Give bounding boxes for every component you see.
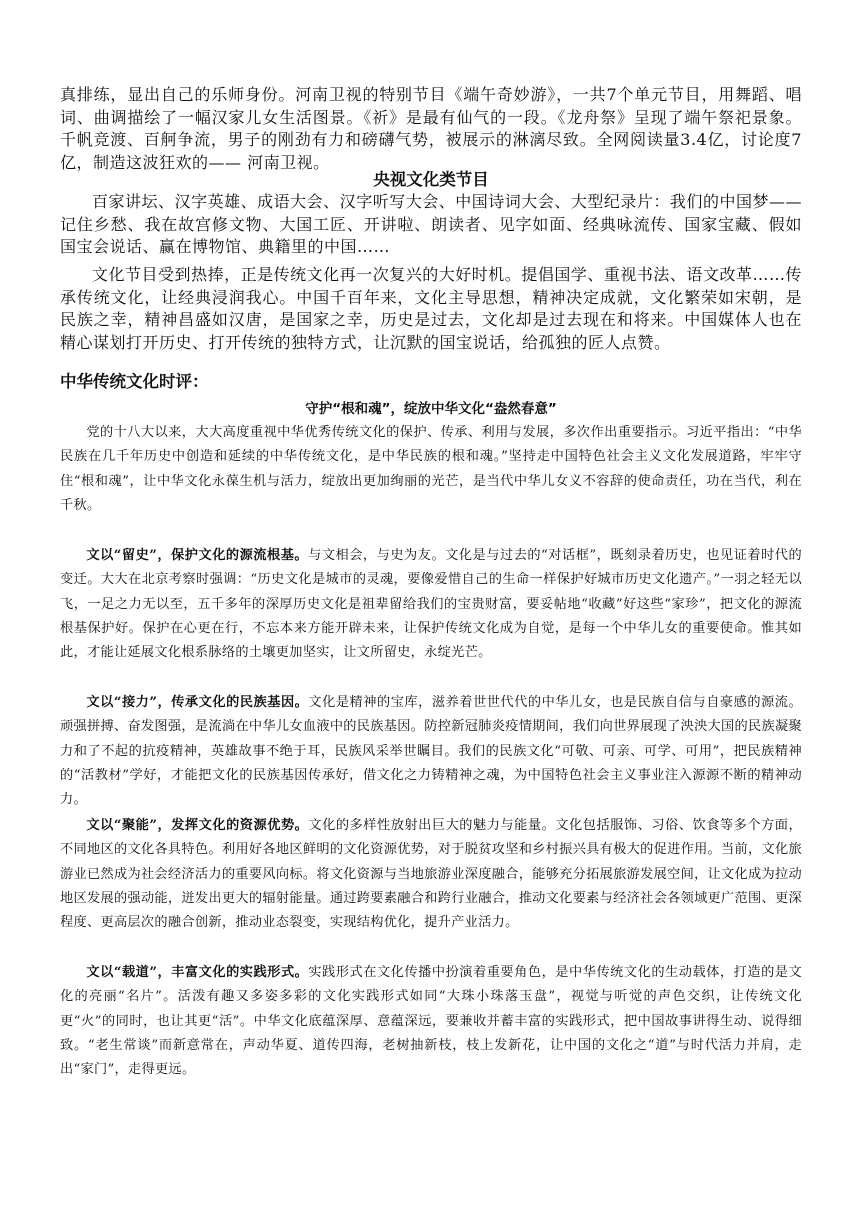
intro-paragraph: 真排练，显出自己的乐师身份。河南卫视的特别节目《端午奇妙游》，一共7个单元节目，用舞蹈、唱词、曲调描绘了一幅汉家儿女生活图景。《祈》是最有仙气的一段。《龙舟祭》呈现了端午祭祀景象。千帆竞渡、百舸争流，男子的刚劲有力和磅礴气势，被展示的淋漓尽致。全网阅读量3.4亿，讨论度7亿，制造这波狂欢的—— 河南卫视。 (60, 85, 802, 172)
point-lead: 文以“聚能”，发挥文化的资源优势。 (86, 818, 309, 833)
cctv-programs-paragraph: 百家讲坛、汉字英雄、成语大会、汉字听写大会、中国诗词大会、大型纪录片：我们的中国梦——记住乡愁、我在故宫修文物、大国工匠、开讲啦、朗读者、见字如面、经典咏流传、国家宝藏、假如国宝会说话、赢在博物馆、典籍里的中国…… (60, 192, 802, 257)
article-title: 守护“根和魂”，绽放中华文化“盎然春意” (305, 401, 557, 417)
point-lead: 文以“载道”，丰富文化的实践形式。 (86, 965, 309, 980)
article-point-paragraph (60, 961, 802, 1082)
cctv-commentary-paragraph: 文化节目受到热捧，正是传统文化再一次复兴的大好时机。提倡国学、重视书法、语文改革……传承传统文化，让经典浸润我心。中国千百年来，文化主导思想，精神决定成就，文化繁荣如宋朝，是民族之幸，精神昌盛如汉唐，是国家之幸，历史是过去，文化却是过去现在和将来。中国媒体人也在精心谋划打开历史、打开传统的独特方式，让沉默的国宝说话，给孤独的匠人点赞。 (60, 265, 802, 352)
article-point-paragraph (60, 691, 802, 812)
article-point-paragraph (60, 814, 802, 935)
point-body: 实践形式在文化传播中扮演着重要角色，是中华传统文化的生动载体，打造的是文化的亮丽“名片”。活泼有趣又多姿多彩的文化实践形式如同“大珠小珠落玉盘”，视觉与听觉的声色交织，让传统文化更“火”的同时，也让其更“活”。中华文化底蕴深厚、意蕴深远，要兼收并蓄丰富的实践形式，把中国故事讲得生动、说得细致。“老生常谈”而新意常在，声动华夏、道传四海，老树抽新枝，枝上发新花，让中国的文化之“道”与时代活力并肩，走出“家门”，走得更远。 (60, 965, 802, 1078)
point-lead: 文以“接力”，传承文化的民族基因。 (86, 695, 309, 710)
point-body: 文化是精神的宝库，滋养着世世代代的中华儿女，也是民族自信与自豪感的源流。顽强拼搏、奋发图强，是流淌在中华儿女血液中的民族基因。防控新冠肺炎疫情期间，我们向世界展现了泱泱大国的民族凝聚力和了不起的抗疫精神，英雄故事不绝于耳，民族风采举世瞩目。我们的民族文化“可敬、可亲、可学、可用”，把民族精神的“活教材”学好，才能把文化的民族基因传承好，借文化之力铸精神之魂，为中国特色社会主义事业注入源源不断的精神动力。 (60, 695, 802, 808)
point-body: 与文相会，与史为友。文化是与过去的“对话框”，既刻录着历史，也见证着时代的变迁。大大在北京考察时强调：“历史文化是城市的灵魂，要像爱惜自己的生命一样保护好城市历史文化遗产。”一羽之轻无以飞，一足之力无以至，五千多年的深厚历史文化是祖辈留给我们的宝贵财富，要妥帖地“收藏”好这些“家珍”，把文化的源流根基保护好。保护在心更在行，不忘本来方能开辟未来，让保护传统文化成为自觉，是每一个中华儿女的重要使命。惟其如此，才能让延展文化根系脉络的土壤更加坚实，让文所留史，永绽光芒。 (60, 548, 802, 661)
point-lead: 文以“留史”，保护文化的源流根基。 (86, 548, 309, 563)
cctv-section-heading: 央视文化类节目 (373, 170, 489, 189)
review-section-heading: 中华传统文化时评： (60, 372, 209, 391)
article-point-paragraph (60, 544, 802, 665)
point-body: 文化的多样性放射出巨大的魅力与能量。文化包括服饰、习俗、饮食等多个方面，不同地区的文化各具特色。利用好各地区鲜明的文化资源优势，对于脱贫攻坚和乡村振兴具有极大的促进作用。当前，文化旅游业已然成为社会经济活力的重要风向标。将文化资源与当地旅游业深度融合，能够充分拓展旅游发展空间，让文化成为拉动地区发展的强动能，迸发出更大的辐射能量。通过跨要素融合和跨行业融合，推动文化要素与经济社会各领域更广范围、更深程度、更高层次的融合创新，推动业态裂变，实现结构优化，提升产业活力。 (60, 818, 802, 931)
article-intro-paragraph: 党的十八大以来，大大高度重视中华优秀传统文化的保护、传承、利用与发展，多次作出重要指示。习近平指出：“中华民族在几千年历史中创造和延续的中华传统文化，是中华民族的根和魂。”坚持走中国特色社会主义文化发展道路，牢牢守住“根和魂”，让中华文化永葆生机与活力，绽放出更加绚丽的光芒，是当代中华儿女义不容辞的使命责任，功在当代，利在千秋。 (60, 425, 802, 513)
